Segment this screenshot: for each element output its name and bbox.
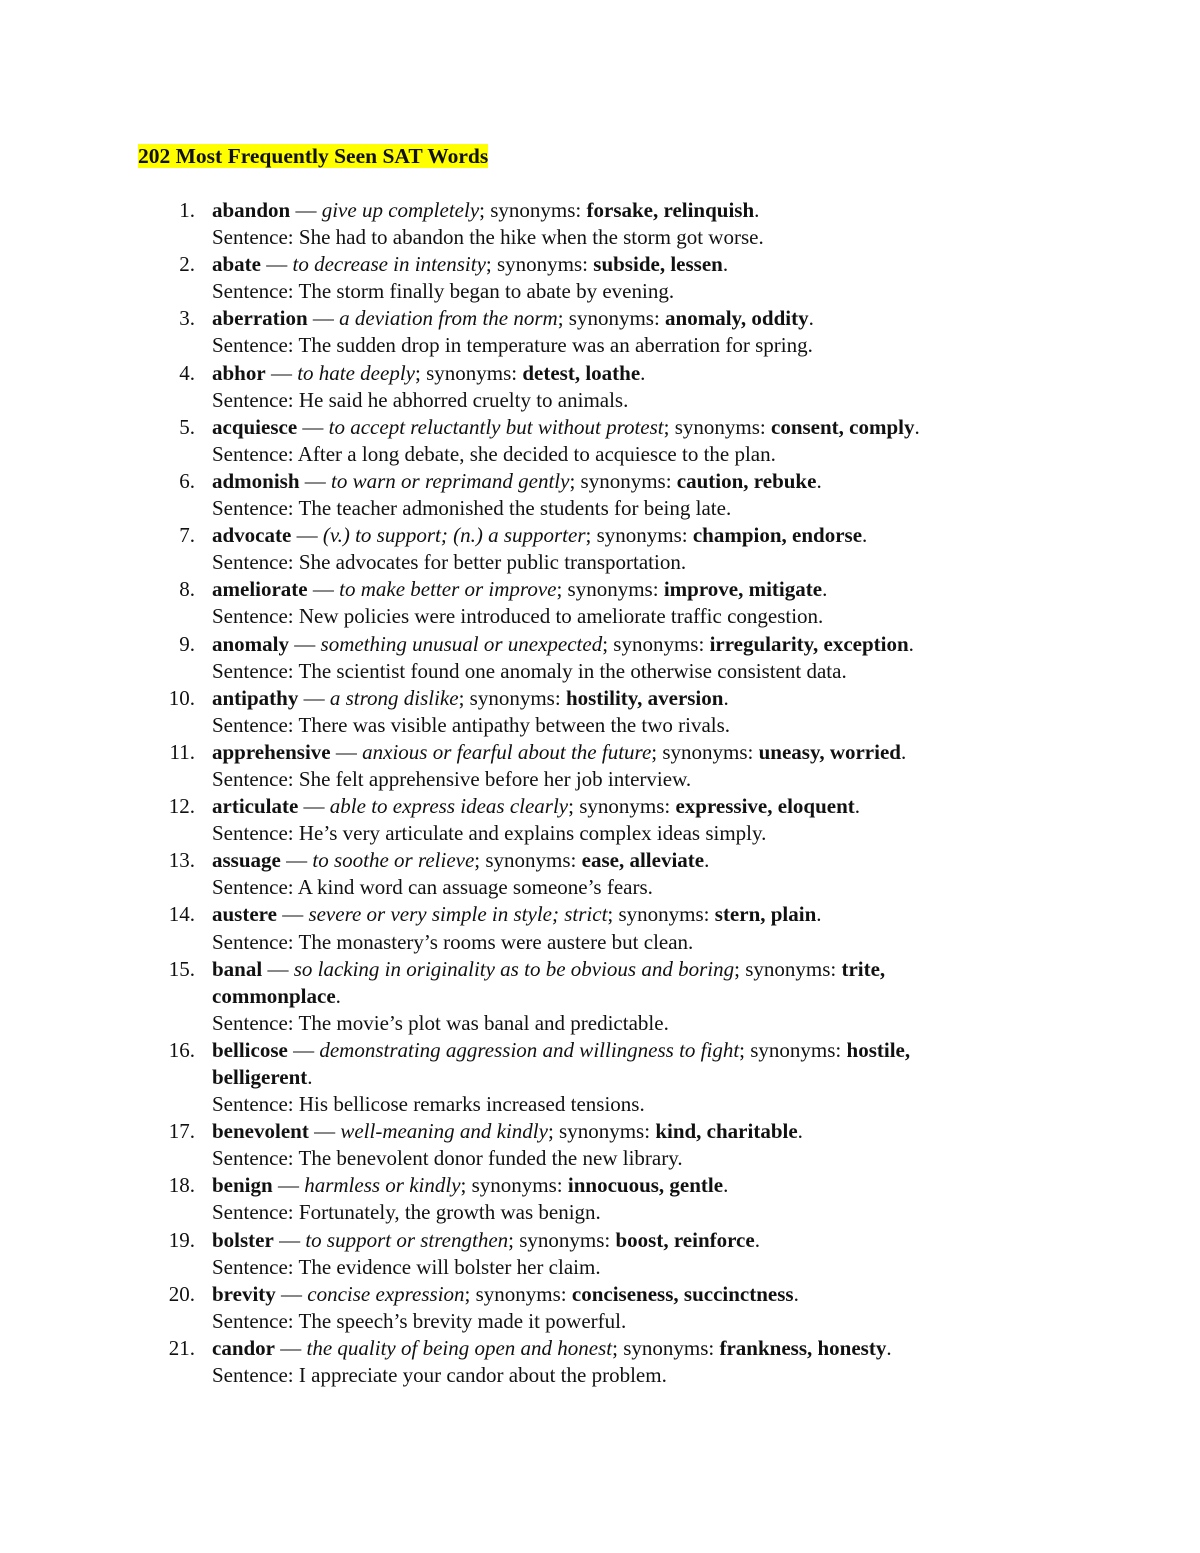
entry-dash: — [291,523,323,548]
synonyms-label: ; synonyms: [607,902,715,927]
entry-sentence: He said he abhorred cruelty to animals. [298,387,629,412]
entry-dash: — [330,739,363,764]
entry-synonyms: trite, commonplace [212,956,886,1008]
entry-dash: — [276,902,309,927]
entry-synonyms: boost, reinforce [615,1227,755,1252]
entry-sentence: Fortunately, the growth was benign. [298,1200,601,1225]
entry-sentence-line [212,929,1012,956]
entry-period: . [854,794,861,819]
entry-synonyms: detest, loathe [522,360,641,385]
entry-period: . [793,1281,799,1306]
synonyms-label: ; synonyms: [663,414,771,439]
entry-dash: — [290,198,322,222]
entry-term: candor [212,1335,275,1360]
entry-sentence: She felt apprehensive before her job interview. [298,766,692,791]
synonyms-label: ; synonyms: [557,306,666,331]
word-entry [0,901,1200,955]
synonyms-label: ; synonyms: [734,956,842,981]
word-entry [0,1335,1200,1389]
synonyms-label: ; synonyms: [460,1173,568,1198]
entry-synonyms: ease, alleviate [581,848,705,873]
synonyms-label: ; synonyms: [585,523,693,548]
entry-dash: — [298,794,330,819]
sentence-label: Sentence: [212,658,299,683]
entry-number: 8. [179,577,195,602]
word-entry [0,1118,1200,1172]
synonyms-label: ; synonyms: [651,739,759,764]
synonyms-label: ; synonyms: [556,577,664,602]
synonyms-label: ; synonyms: [547,1119,656,1144]
word-entry [0,1227,1200,1281]
entry-synonyms: improve, mitigate [663,577,823,602]
entry-term: benevolent [212,1119,309,1144]
entry-body [212,360,1012,414]
sentence-label: Sentence: [212,1200,299,1225]
entry-body [212,197,1012,251]
entry-dash: — [297,414,329,439]
entry-period: . [640,360,646,385]
synonyms-label: ; synonyms: [485,252,594,277]
entry-definition: something unusual or unexpected [320,631,603,656]
entry-sentence: She had to abandon the hike when the storm got worse. [298,225,764,250]
entry-number: 2. [179,252,195,277]
entry-definition: demonstrating aggression and willingness to fight [319,1037,740,1062]
entry-term: articulate [212,794,299,819]
entry-body [212,1172,1012,1226]
entry-definition: to soothe or relieve [312,848,475,873]
entry-synonyms: caution, rebuke [676,468,817,493]
entry-number: 5. [179,414,195,439]
sentence-label: Sentence: [212,1146,299,1171]
sentence-label: Sentence: [212,496,299,521]
entry-body [212,468,1012,522]
entry-definition: a strong dislike [329,685,459,710]
entry-sentence-line [212,1308,1012,1335]
sentence-label: Sentence: [212,1254,299,1279]
word-entry [0,956,1200,1037]
entry-sentence: New policies were introduced to ameliorate traffic congestion. [298,604,824,629]
entry-term: austere [212,902,277,927]
entry-number: 11. [169,739,195,764]
entry-sentence: The sudden drop in temperature was an aberration for spring. [298,333,813,358]
entry-dash: — [298,685,330,710]
word-entry [0,414,1200,468]
word-entry [0,631,1200,685]
entry-synonyms: hostile, belligerent [212,1037,911,1089]
word-entry [0,360,1200,414]
entry-dash: — [299,468,332,493]
synonyms-label: ; synonyms: [414,360,523,385]
entry-body [212,847,1012,901]
entry-sentence: There was visible antipathy between the two rivals. [298,712,731,737]
entry-term: bellicose [212,1037,288,1062]
word-entry [0,1172,1200,1226]
entry-body [212,414,1012,468]
word-entry [0,1281,1200,1335]
word-entry [0,1037,1200,1118]
entry-body [212,1281,1012,1335]
entry-sentence-line [212,712,1012,739]
entry-body [212,305,1012,359]
entry-sentence: He’s very articulate and explains complex ideas simply. [298,821,767,846]
entry-term: abhor [212,360,266,385]
entry-sentence: The scientist found one anomaly in the otherwise consistent data. [298,658,847,683]
entry-term: anomaly [212,631,290,656]
entry-term: benign [212,1173,273,1198]
entry-number: 12. [168,794,195,819]
sentence-label: Sentence: [212,550,299,575]
entry-definition: able to express ideas clearly [329,794,569,819]
entry-sentence-line [212,603,1012,630]
entry-definition: to make better or improve [339,577,557,602]
entry-number: 20. [168,1281,195,1306]
entry-sentence: She advocates for better public transportation. [298,550,687,575]
entry-number: 7. [179,523,195,548]
entry-sentence: The monastery’s rooms were austere but clean. [298,929,694,954]
word-entry [0,468,1200,522]
synonyms-label: ; synonyms: [479,198,587,222]
entry-period: . [754,198,760,222]
entry-body [212,956,1012,1037]
entry-period: . [754,1227,760,1252]
entry-synonyms: anomaly, oddity [665,306,809,331]
synonyms-label: ; synonyms: [568,794,676,819]
entry-number: 3. [179,306,195,331]
entry-sentence-line [212,387,1012,414]
entry-definition: harmless or kindly [304,1173,461,1198]
entry-sentence: The speech’s brevity made it powerful. [298,1308,627,1333]
synonyms-label: ; synonyms: [508,1227,616,1252]
entry-synonyms: subside, lessen [593,252,723,277]
entry-period: . [723,1173,729,1198]
entry-sentence: The evidence will bolster her claim. [298,1254,601,1279]
entry-term: abandon [212,198,291,222]
entry-sentence-line [212,278,1012,305]
entry-sentence: The movie’s plot was banal and predictable. [298,1010,669,1035]
entry-sentence: The benevolent donor funded the new library. [298,1146,683,1171]
entry-synonyms: uneasy, worried [758,739,901,764]
entry-number: 9. [179,631,195,656]
entry-synonyms: consent, comply [771,414,915,439]
sentence-label: Sentence: [212,1092,299,1117]
entry-sentence-line [212,1091,1012,1118]
entry-number: 21. [168,1335,195,1360]
entry-number: 18. [168,1173,195,1198]
synonyms-label: ; synonyms: [458,685,566,710]
entry-dash: — [275,1281,308,1306]
entry-period: . [723,685,729,710]
entry-number: 13. [168,848,195,873]
entry-dash: — [287,1037,320,1062]
entry-definition: give up completely [321,198,480,222]
entry-sentence-line [212,332,1012,359]
entry-synonyms: expressive, eloquent [675,794,855,819]
word-entry [0,305,1200,359]
entry-definition: the quality of being open and honest [306,1335,613,1360]
entry-sentence-line [212,766,1012,793]
sentence-label: Sentence: [212,821,299,846]
entry-body [212,631,1012,685]
entry-synonyms: irregularity, exception [709,631,909,656]
entry-number: 4. [179,360,195,385]
entry-number: 16. [168,1037,195,1062]
sentence-label: Sentence: [212,1363,299,1388]
entry-sentence: The storm finally began to abate by evening. [298,279,675,304]
entry-dash: — [273,1227,306,1252]
entry-sentence-line [212,658,1012,685]
entry-synonyms: frankness, honesty [719,1335,887,1360]
entry-synonyms: forsake, relinquish [586,198,755,222]
entry-body [212,1227,1012,1281]
sentence-label: Sentence: [212,1010,299,1035]
entry-sentence-line [212,1145,1012,1172]
entry-dash: — [280,848,313,873]
document-title [138,143,488,170]
entry-body [212,1335,1012,1389]
entry-sentence: After a long debate, she decided to acquiesce to the plan. [297,441,776,466]
entry-body [212,685,1012,739]
sentence-label: Sentence: [212,333,299,358]
entry-term: banal [212,956,263,981]
sentence-label: Sentence: [212,279,299,304]
entry-dash: — [289,631,321,656]
entry-sentence-line [212,224,1012,251]
entry-term: assuage [212,848,281,873]
entry-definition: to accept reluctantly but without protest [328,414,664,439]
entry-period: . [886,1335,892,1360]
sentence-label: Sentence: [212,387,299,412]
entry-sentence-line [212,1199,1012,1226]
word-entry [0,576,1200,630]
entry-term: acquiesce [212,414,298,439]
entry-period: . [307,1065,313,1089]
entry-body [212,1118,1012,1172]
entry-period: . [908,631,914,656]
entry-period: . [900,739,907,764]
synonyms-label: ; synonyms: [464,1281,572,1306]
entry-number: 1. [179,198,195,222]
entry-period: . [797,1119,803,1144]
sentence-label: Sentence: [212,441,298,466]
entry-synonyms: champion, endorse [692,523,863,548]
synonyms-label: ; synonyms: [602,631,710,656]
word-entry [0,251,1200,305]
entry-number: 6. [179,468,195,493]
sentence-label: Sentence: [212,604,299,629]
entry-definition: well-meaning and kindly [340,1119,548,1144]
title-highlight: 202 Most Frequently Seen SAT Words [138,144,489,168]
entry-definition: concise expression [307,1281,465,1306]
entry-term: brevity [212,1281,276,1306]
entry-synonyms: innocuous, gentle [567,1173,724,1198]
entry-definition: to warn or reprimand gently [331,468,570,493]
entry-sentence-line [212,1362,1012,1389]
entry-term: admonish [212,468,300,493]
entry-definition: (v.) to support; (n.) a supporter [322,523,586,548]
entry-body [212,901,1012,955]
entry-definition: to decrease in intensity [292,252,486,277]
entry-term: abate [212,252,261,277]
entry-sentence-line [212,549,1012,576]
entry-body [212,251,1012,305]
entry-sentence-line [212,874,1012,901]
word-entry [0,793,1200,847]
entry-body [212,793,1012,847]
entry-sentence: His bellicose remarks increased tensions. [298,1092,645,1117]
word-entry [0,739,1200,793]
entry-dash: — [307,577,340,602]
entry-dash: — [272,1173,305,1198]
sentence-label: Sentence: [212,875,298,900]
entry-period: . [808,306,814,331]
entry-number: 17. [168,1119,195,1144]
synonyms-label: ; synonyms: [739,1037,847,1062]
entry-dash: — [275,1335,307,1360]
entry-dash: — [265,360,298,385]
entry-definition: anxious or fearful about the future [362,739,652,764]
entry-sentence-line [212,1010,1012,1037]
word-entry [0,685,1200,739]
entry-period: . [862,523,868,548]
entry-term: antipathy [212,685,299,710]
sentence-label: Sentence: [212,225,299,250]
word-list [0,197,1200,1389]
entry-definition: to hate deeply [297,360,415,385]
entry-period: . [816,902,822,927]
entry-period: . [816,468,822,493]
synonyms-label: ; synonyms: [474,848,582,873]
entry-term: aberration [212,306,308,331]
entry-definition: a deviation from the norm [339,306,558,331]
word-entry [0,522,1200,576]
entry-definition: to support or strengthen [305,1227,509,1252]
entry-term: ameliorate [212,577,308,602]
entry-body [212,576,1012,630]
word-entry [0,197,1200,251]
sentence-label: Sentence: [212,712,299,737]
entry-sentence-line [212,441,1012,468]
sentence-label: Sentence: [212,766,299,791]
entry-number: 19. [168,1227,195,1252]
entry-dash: — [262,956,294,981]
sentence-label: Sentence: [212,1308,299,1333]
entry-number: 15. [168,956,195,981]
entry-dash: — [307,306,340,331]
synonyms-label: ; synonyms: [612,1335,720,1360]
entry-synonyms: stern, plain [714,902,817,927]
entry-definition: so lacking in originality as to be obvious and boring [293,956,735,981]
entry-sentence-line [212,1254,1012,1281]
entry-period: . [335,983,341,1008]
entry-definition: severe or very simple in style; strict [308,902,608,927]
entry-sentence-line [212,495,1012,522]
entry-period: . [704,848,710,873]
synonyms-label: ; synonyms: [569,468,677,493]
entry-sentence: The teacher admonished the students for being late. [298,496,732,521]
word-entry [0,847,1200,901]
sentence-label: Sentence: [212,929,299,954]
entry-body [212,522,1012,576]
entry-synonyms: kind, charitable [655,1119,798,1144]
entry-number: 14. [168,902,195,927]
entry-synonyms: conciseness, succinctness [571,1281,794,1306]
entry-synonyms: hostility, aversion [565,685,724,710]
entry-term: advocate [212,523,292,548]
entry-period: . [914,414,920,439]
entry-period: . [722,252,729,277]
entry-dash: — [261,252,293,277]
entry-dash: — [308,1119,341,1144]
entry-term: bolster [212,1227,274,1252]
entry-term: apprehensive [212,739,331,764]
entry-body [212,739,1012,793]
entry-body [212,1037,1012,1118]
entry-sentence: I appreciate your candor about the problem. [298,1363,667,1388]
entry-period: . [822,577,828,602]
entry-number: 10. [168,685,195,710]
entry-sentence-line [212,820,1012,847]
entry-sentence: A kind word can assuage someone’s fears. [297,875,653,900]
